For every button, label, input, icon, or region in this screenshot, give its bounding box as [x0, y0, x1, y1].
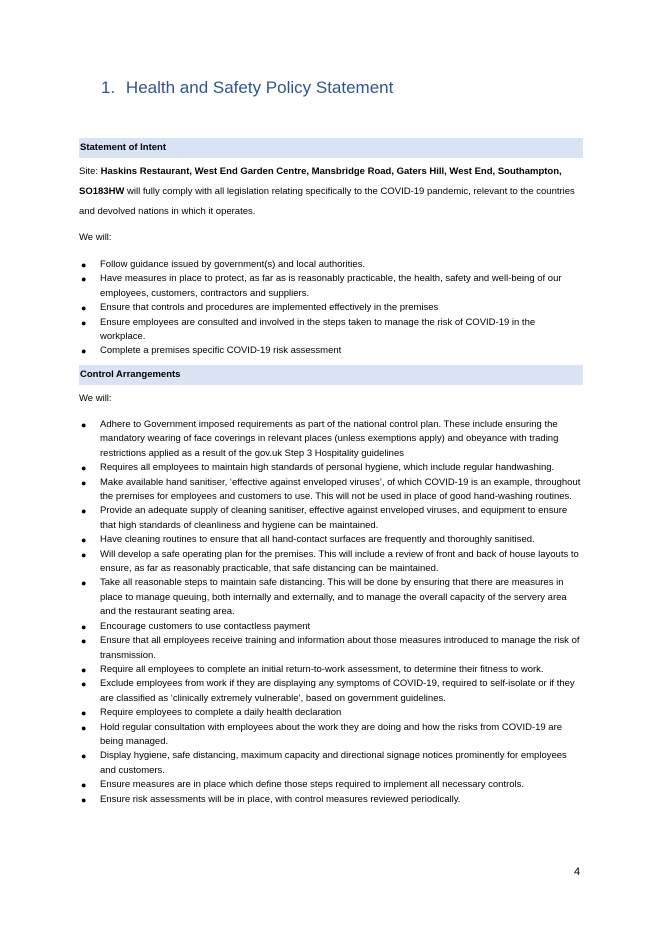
- site-name: Haskins Restaurant, West End Garden Centre, Mansbridge Road, Gaters Hill, West End, Southampton, SO183HW: [79, 166, 562, 197]
- control-arrangements-band: [79, 365, 583, 385]
- control-bullet-item: [79, 576, 583, 619]
- bullet-icon: ●: [81, 664, 87, 675]
- control-bullet-item: [79, 793, 583, 807]
- control-bullet-item: [79, 418, 583, 461]
- bullet-icon: ●: [81, 722, 87, 733]
- statement-of-intent-band: [79, 138, 583, 158]
- bullet-icon: ●: [81, 679, 87, 690]
- control-bullet-item: [79, 663, 583, 677]
- we-will-text-2: We will:: [79, 393, 112, 404]
- control-bullet-item-text: Require employees to complete a daily health declaration: [100, 707, 342, 719]
- bullet-icon: ●: [81, 578, 87, 589]
- we-will-text-1: We will:: [79, 232, 112, 243]
- control-bullet-item-text: Will develop a safe operating plan for the premises. This will include a review of front and back of house layouts to ensure, as far as reasonably practicable, that safe distancing can be maintained.: [100, 548, 579, 575]
- statement-bullet-list: [79, 258, 583, 359]
- statement-bullet-item: [79, 272, 583, 301]
- statement-bullet-item: [79, 316, 583, 345]
- statement-bullet-item: [79, 258, 583, 272]
- control-bullet-item-text: Ensure measures are in place which define those steps required to implement all necessary controls.: [100, 779, 525, 791]
- bullet-icon: ●: [81, 636, 87, 647]
- control-bullet-item-text: Hold regular consultation with employees about the work they are doing and how the risks from COVID-19 are being managed.: [100, 721, 563, 747]
- statement-bullet-item: [79, 301, 583, 315]
- we-will-label-2: [79, 389, 583, 409]
- control-bullet-item: [79, 706, 583, 720]
- bullet-icon: ●: [81, 303, 87, 314]
- bullet-icon: ●: [81, 477, 87, 488]
- control-bullet-item-text: Take all reasonable steps to maintain safe distancing. This will be done by ensuring that there are measures in place to manage queuing, both internally and externally, and to manage the overall capacity of the servery area and the restaurant seating area.: [100, 577, 567, 618]
- control-bullet-item-text: Make available hand sanitiser, ‘effective against enveloped viruses’, of which COVID-19 is an example, throughout the premises for employees and customers to use. This will not be used in place of good hand-washing routines.: [100, 476, 581, 503]
- control-bullet-item: [79, 504, 583, 533]
- control-bullet-item-text: Ensure that all employees receive training and information about those measures introduced to manage the risk of transmission.: [100, 635, 580, 661]
- statement-of-intent-label: Statement of Intent: [80, 142, 167, 153]
- page-number: 4: [574, 866, 581, 878]
- statement-bullet-item-text: Ensure employees are consulted and involved in the steps taken to manage the risk of COVID-19 in the workplace.: [100, 316, 536, 343]
- site-prefix: Site:: [79, 166, 101, 177]
- control-bullet-item-text: Provide an adequate supply of cleaning sanitiser, effective against enveloped viruses, and equipment to ensure that high standards of cleanliness and hygiene can be maintained.: [100, 505, 568, 531]
- control-bullet-item-text: Encourage customers to use contactless payment: [100, 620, 311, 632]
- control-bullet-item: [79, 721, 583, 750]
- control-bullet-item: [79, 634, 583, 663]
- bullet-icon: ●: [81, 780, 87, 791]
- statement-bullet-item-text: Complete a premises specific COVID-19 risk assessment: [100, 345, 342, 357]
- control-bullet-item: [79, 461, 583, 475]
- control-bullet-item-text: Exclude employees from work if they are displaying any symptoms of COVID-19, required to self-isolate or if they are classified as ‘clinically extremely vulnerable’, based on government guidelines.: [100, 678, 575, 704]
- bullet-icon: ●: [81, 274, 87, 285]
- control-bullet-list: [79, 418, 583, 807]
- control-bullet-item-text: Requires all employees to maintain high standards of personal hygiene, which include regular handwashing.: [100, 462, 555, 474]
- site-suffix: will fully comply with all legislation relating specifically to the COVID-19 pandemic, relevant to the countries and devolved nations in which it operates.: [79, 186, 575, 217]
- we-will-label-1: [79, 228, 583, 248]
- bullet-icon: ●: [81, 708, 87, 719]
- bullet-icon: ●: [81, 535, 87, 546]
- section-heading: [101, 78, 393, 98]
- control-bullet-item: [79, 677, 583, 706]
- bullet-icon: ●: [81, 317, 87, 328]
- bullet-icon: ●: [81, 549, 87, 560]
- control-bullet-item: [79, 778, 583, 792]
- control-arrangements-label: Control Arrangements: [80, 369, 181, 380]
- statement-bullet-item-text: Follow guidance issued by government(s) and local authorities.: [100, 259, 366, 270]
- section-number: 1.: [101, 78, 116, 97]
- bullet-icon: ●: [81, 463, 87, 474]
- bullet-icon: ●: [81, 346, 87, 357]
- bullet-icon: ●: [81, 506, 87, 517]
- control-bullet-item-text: Ensure risk assessments will be in place, with control measures reviewed periodically.: [100, 793, 461, 805]
- control-bullet-item: [79, 476, 583, 505]
- control-bullet-item-text: Display hygiene, safe distancing, maximum capacity and directional signage notices prominently for employees and customers.: [100, 750, 567, 776]
- section-title: Health and Safety Policy Statement: [125, 78, 394, 97]
- control-bullet-item: [79, 548, 583, 577]
- control-bullet-item-text: Have cleaning routines to ensure that all hand-contact surfaces are frequently and thoroughly sanitised.: [100, 534, 535, 546]
- bullet-icon: ●: [81, 260, 87, 270]
- statement-bullet-item: [79, 344, 583, 358]
- bullet-icon: ●: [81, 751, 87, 762]
- site-statement-paragraph: [79, 162, 583, 222]
- statement-bullet-item-text: Have measures in place to protect, as far as is reasonably practicable, the health, safety and well-being of our employees, customers, contractors and suppliers.: [100, 273, 562, 299]
- bullet-icon: ●: [81, 621, 87, 632]
- bullet-icon: ●: [81, 420, 87, 430]
- control-bullet-item: [79, 749, 583, 778]
- control-bullet-item-text: Adhere to Government imposed requirements as part of the national control plan. These include ensuring the mandatory wearing of face coverings in relevant places (unless exemptions apply) and obeyance with trading restrictions applied as a result of the gov.uk Step 3 Hospitality guidelines: [100, 419, 559, 459]
- control-bullet-item-text: Require all employees to complete an initial return-to-work assessment, to determine their fitness to work.: [100, 663, 544, 675]
- control-bullet-item: [79, 620, 583, 634]
- bullet-icon: ●: [81, 794, 87, 805]
- statement-bullet-item-text: Ensure that controls and procedures are implemented effectively in the premises: [100, 302, 439, 314]
- control-bullet-item: [79, 533, 583, 547]
